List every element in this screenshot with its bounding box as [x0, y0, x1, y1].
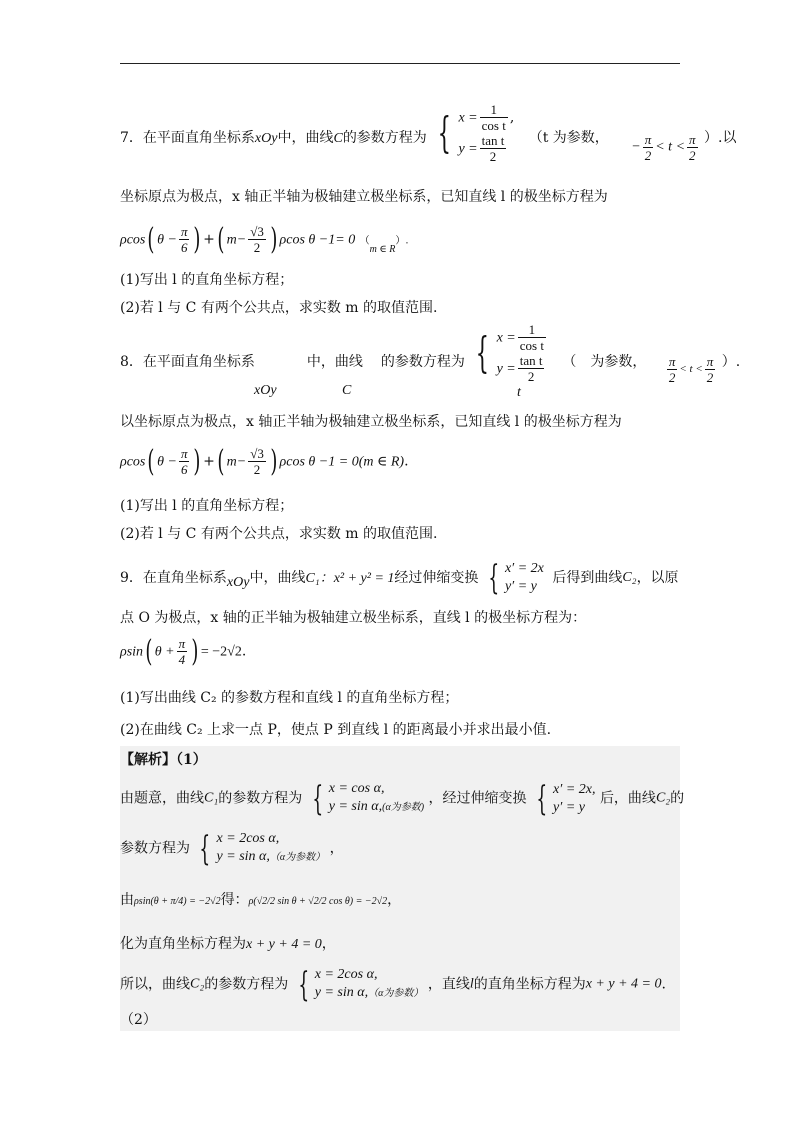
- sol-c1-system: x = cos α, y = sin α,(α为参数): [328, 781, 425, 814]
- q7-line1: 7．在平面直角坐标系xOy中，曲线C的参数方程为 { x = $\frac{1}{\text{cos t}}$ , y = $\frac{\text{tan t}}{2}$ （t 为参数， − $\frac{\pi}{2}$ < t < $\frac{\pi}{2}$ ）.以: [120, 102, 737, 164]
- sol-stretch-system: x′ = 2x, y′ = y: [553, 781, 596, 815]
- solution-heading: 【解析】（1）: [120, 752, 207, 768]
- solution-part2: （2）: [120, 1012, 157, 1028]
- q8-polar-eq: ρcos( θ − $\frac{\pi}{6}$ ) +( m− $\frac{√3}{2}$ ) ρcos θ −1 = 0(m ∈ R).: [120, 443, 409, 479]
- q7-part2: (2)若 l 与 C 有两个公共点，求实数 m 的取值范围.: [120, 300, 438, 316]
- solution-line5: 所以，曲线C₂的参数方程为 { x = 2cos α, y = sin α,（α为参数） ，直线l的直角坐标方程为x + y + 4 = 0.: [120, 964, 666, 1005]
- solution-line3: 由ρsin(θ + π/4) = −2√2得：ρ(√2/2 sin θ + √2/2 cos θ) = −2√2，: [120, 892, 402, 908]
- q8-part1: (1)写出 l 的直角坐标方程；: [120, 498, 294, 514]
- q7-t-range: − $\frac{\pi}{2}$ < t < $\frac{\pi}{2}$: [631, 132, 696, 163]
- q8-t-range: $\frac{\pi}{2}$ < t < $\frac{\pi}{2}$: [668, 354, 714, 385]
- q8-c-label: C: [342, 383, 352, 398]
- q7-polar-eq: ρcos( θ − $\frac{\pi}{6}$ ) +( m− $\frac{√3}{2}$ ) ρcos θ −1= 0 $(_{m \in R})$.: [120, 221, 409, 257]
- q9-part1: (1)写出曲线 C₂ 的参数方程和直线 l 的直角坐标方程；: [120, 690, 459, 706]
- q8-line1: 8．在平面直角坐标系 中，曲线 的参数方程为 { x = $\frac{1}{\text{cos t}}$ y = $\frac{\text{tan t}}{2}$ （ 为参数， $\frac{\pi}{2}$ < t < $\frac{\pi}{2}$ ）.: [120, 322, 741, 385]
- solution-line2: 参数方程为 { x = 2cos α, y = sin α,（α为参数） ，: [120, 828, 344, 869]
- header-rule: [120, 63, 680, 64]
- sol-c2-system-2: x = 2cos α, y = sin α,（α为参数）: [314, 967, 424, 1000]
- q8-xoy-label: xOy: [254, 383, 277, 398]
- q9-stretch-system: x′ = 2x y′ = y: [504, 561, 544, 594]
- q9-line2: 点 O 为极点，x 轴的正半轴为极轴建立极坐标系，直线 l 的极坐标方程为：: [120, 610, 587, 626]
- q8-brace: {: [476, 328, 490, 377]
- q8-param-system: x = $\frac{1}{\text{cos t}}$ y = $\frac{\text{tan t}}{2}$: [496, 322, 544, 384]
- solution-line1: 由题意，曲线C₁的参数方程为 { x = cos α, y = sin α,(α为参数) ，经过伸缩变换 { x′ = 2x, y′ = y 后，曲线C₂的: [120, 778, 685, 819]
- solution-line4: 化为直角坐标方程为x + y + 4 = 0，: [120, 936, 336, 952]
- q7-line2: 坐标原点为极点，x 轴正半轴为极轴建立极坐标系，已知直线 l 的极坐标方程为: [120, 189, 608, 205]
- q7-part1: (1)写出 l 的直角坐标方程；: [120, 272, 294, 288]
- q8-t-label: t: [517, 385, 521, 400]
- q7-param-system: x = $\frac{1}{\text{cos t}}$ , y = $\frac{\text{tan t}}{2}$: [458, 102, 515, 164]
- q8-part2: (2)若 l 与 C 有两个公共点，求实数 m 的取值范围.: [120, 526, 438, 542]
- q8-line2: 以坐标原点为极点，x 轴正半轴为极轴建立极坐标系，已知直线 l 的极坐标方程为: [120, 414, 622, 430]
- q9-part2: (2)在曲线 C₂ 上求一点 P，使点 P 到直线 l 的距离最小并求出最小值.: [120, 722, 552, 738]
- q9-line1: 9．在直角坐标系xOy中，曲线C₁：x² + y² = 1经过伸缩变换 { x′ = 2x y′ = y 后得到曲线C₂，以原: [120, 558, 679, 598]
- q9-polar-eq: ρsin( θ + $\frac{\pi}{4}$ ) = −2√2.: [120, 633, 247, 669]
- q7-brace: {: [437, 108, 452, 157]
- sol-c2-system: x = 2cos α, y = sin α,（α为参数）: [216, 831, 326, 864]
